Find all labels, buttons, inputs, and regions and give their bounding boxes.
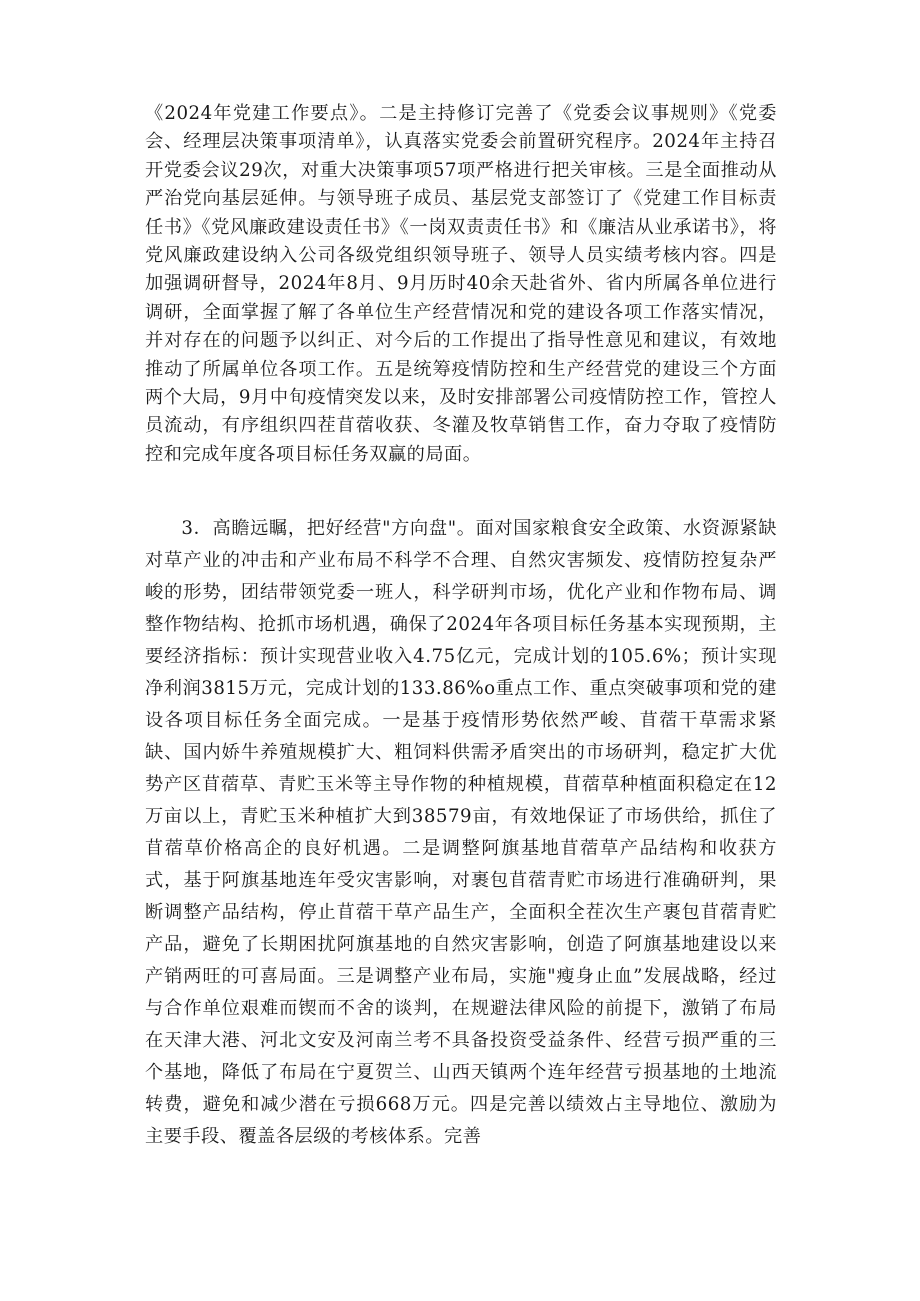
paragraph-party-building-continuation: 《2024年党建工作要点》。二是主持修订完善了《党委会议事规则》《党委会、经理层决策事项清单》，认真落实党委会前置研究程序。2024年主持召开党委会议29次，对重大决策事项57项严格进行把关审核。三是全面推动从严治党向基层延伸。与领导班子成员、基层党支部签订了《党建工作目标责任书》《党风廉政建设责任书》《一岗双责责任书》和《廉洁从业承诺书》，将党风廉政建设纳入公司各级党组织领导班子、领导人员实绩考核内容。四是加强调研督导，2024年8月、9月历时40余天赴省外、省内所属各单位进行调研，全面掌握了解了各单位生产经营情况和党的建设各项工作落实情况，并对存在的问题予以纠正、对今后的工作提出了指导性意见和建议，有效地推动了所属单位各项工作。五是统筹疫情防控和生产经营党的建设三个方面两个大局，9月中旬疫情突发以来，及时安排部署公司疫情防控工作，管控人员流动，有序组织四茬苜蓿收获、冬灌及牧草销售工作，奋力夺取了疫情防控和完成年度各项目标任务双赢的局面。 bbox=[145, 103, 777, 465]
document-page bbox=[145, 100, 777, 1153]
paragraph-section-3-business-direction: 3．高瞻远瞩，把好经营"方向盘"。面对国家粮食安全政策、水资源紧缺对草产业的冲击和产业布局不科学不合理、自然灾害频发、疫情防控复杂严峻的形势，团结带领党委一班人，科学研判市场，优化产业和作物布局、调整作物结构、抢抓市场机遇，确保了2024年各项目标任务基本实现预期，主要经济指标：预计实现营业收入4.75亿元，完成计划的105.6%；预计实现净利润3815万元，完成计划的133.86%o重点工作、重点突破事项和党的建设各项目标任务全面完成。一是基于疫情形势依然严峻、苜蓿干草需求紧缺、国内娇牛养殖规模扩大、粗饲料供需矛盾突出的市场研判，稳定扩大优势产区苜蓿草、青贮玉米等主导作物的种植规模，苜蓿草种植面积稳定在12万亩以上，青贮玉米种植扩大到38579亩，有效地保证了市场供给，抓住了苜蓿草价格高企的良好机遇。二是调整阿旗基地苜蓿草产品结构和收获方式，基于阿旗基地连年受灾害影响，对裹包苜蓿青贮市场进行准确研判，果断调整产品结构，停止苜蓿干草产品生产，全面积全茬次生产裹包苜蓿青贮产品，避免了长期困扰阿旗基地的自然灾害影响，创造了阿旗基地建设以来产销两旺的可喜局面。三是调整产业布局，实施"瘦身止血”发展战略，经过与合作单位艰难而锲而不舍的谈判，在规避法律风险的前提下，激销了布局在天津大港、河北文安及河南兰考不具备投资受益条件、经营亏损严重的三个基地，降低了布局在宁夏贺兰、山西天镇两个连年经营亏损基地的土地流转费，避免和减少潜在亏损668万元。四是完善以绩效占主导地位、激励为主要手段、覆盖各层级的考核体系。完善 bbox=[145, 518, 777, 1148]
